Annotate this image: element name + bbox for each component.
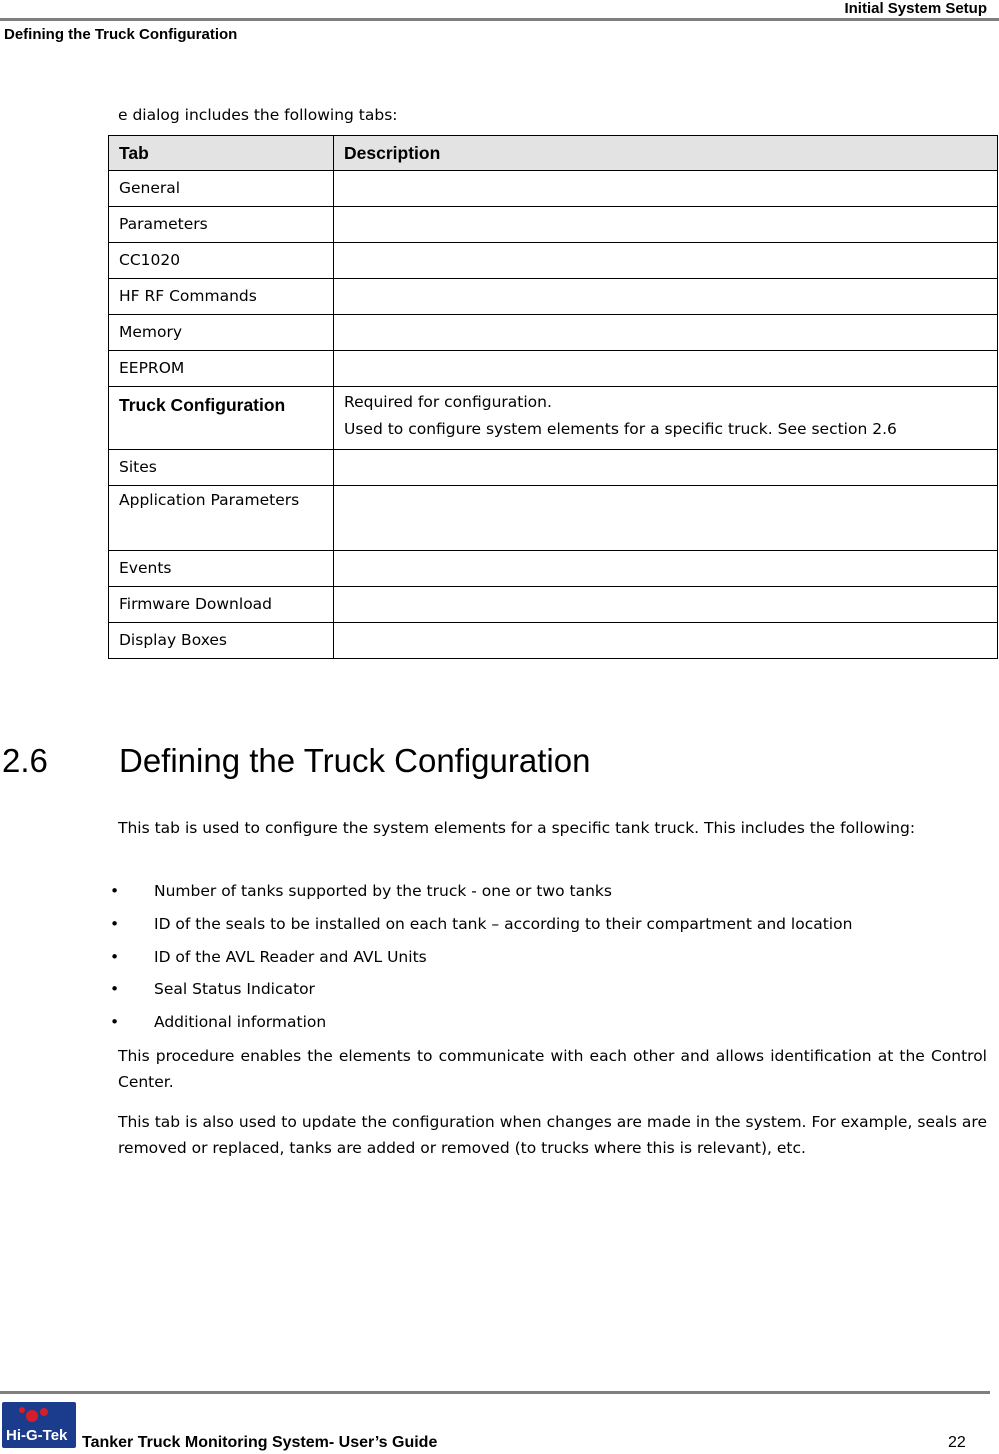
table-row xyxy=(109,171,998,207)
description-cell xyxy=(334,279,998,315)
logo-text: Hi-G-Tek xyxy=(6,1427,68,1444)
description-cell xyxy=(334,387,998,450)
header-rule xyxy=(0,18,999,21)
intro-text: e dialog includes the following tabs: xyxy=(118,106,398,124)
tab-cell: Sites xyxy=(109,450,334,486)
list-item xyxy=(110,943,852,976)
table-row xyxy=(109,351,998,387)
list-item xyxy=(110,877,852,910)
tab-cell: CC1020 xyxy=(109,243,334,279)
section-number: 2.6 xyxy=(2,742,48,779)
company-logo xyxy=(2,1402,76,1448)
table-row xyxy=(109,486,998,551)
tab-cell: Application Parameters xyxy=(109,486,334,551)
description-cell xyxy=(334,450,998,486)
column-header-tab: Tab xyxy=(109,136,334,171)
description-cell xyxy=(334,207,998,243)
tabs-table xyxy=(108,135,998,659)
tab-cell: General xyxy=(109,171,334,207)
table-row xyxy=(109,279,998,315)
header-page-title: Defining the Truck Configuration xyxy=(4,26,238,43)
table-row xyxy=(109,450,998,486)
column-header-description: Description xyxy=(334,136,998,171)
list-item-text: Number of tanks supported by the truck - one or two tanks xyxy=(154,882,612,900)
table-row xyxy=(109,623,998,659)
description-line: Required for configuration. xyxy=(344,393,552,411)
paragraph-intro: This tab is used to configure the system elements for a specific tank truck. This includes the following: xyxy=(118,819,916,837)
list-item xyxy=(110,1008,852,1041)
list-item xyxy=(110,975,852,1008)
description-line: Used to configure system elements for a specific truck. See section 2.6 xyxy=(344,420,897,438)
footer-title: Tanker Truck Monitoring System- User’s Guide xyxy=(82,1434,438,1451)
bullet-icon: • xyxy=(110,1013,120,1032)
list-item-text: ID of the AVL Reader and AVL Units xyxy=(154,947,427,966)
tab-cell: Display Boxes xyxy=(109,623,334,659)
bullet-icon: • xyxy=(110,914,120,933)
description-cell xyxy=(334,351,998,387)
section-title: Defining the Truck Configuration xyxy=(119,742,591,779)
table-row xyxy=(109,243,998,279)
list-item-text: Additional information xyxy=(154,1013,327,1032)
tab-cell: HF RF Commands xyxy=(109,279,334,315)
description-cell xyxy=(334,171,998,207)
list-item-text: ID of the seals to be installed on each tank – according to their compartment and location xyxy=(154,914,853,933)
table-row xyxy=(109,587,998,623)
description-cell xyxy=(334,623,998,659)
footer-rule xyxy=(0,1391,990,1394)
tab-cell: EEPROM xyxy=(109,351,334,387)
table-header-row xyxy=(109,136,998,171)
description-cell xyxy=(334,551,998,587)
feature-list xyxy=(110,877,852,1041)
table-row xyxy=(109,207,998,243)
description-cell xyxy=(334,243,998,279)
description-cell xyxy=(334,587,998,623)
list-item-text: Seal Status Indicator xyxy=(154,980,315,999)
paragraph-procedure: This procedure enables the elements to communicate with each other and allows identification at the Control Center. xyxy=(118,1047,987,1091)
page-number: 22 xyxy=(948,1434,966,1451)
bullet-icon: • xyxy=(110,882,120,900)
header-section-title: Initial System Setup xyxy=(844,0,987,17)
tab-cell: Events xyxy=(109,551,334,587)
description-cell xyxy=(334,486,998,551)
tab-cell: Memory xyxy=(109,315,334,351)
tab-cell: Truck Configuration xyxy=(109,387,334,450)
table-row xyxy=(109,551,998,587)
tab-cell: Parameters xyxy=(109,207,334,243)
table-row xyxy=(109,387,998,450)
description-cell xyxy=(334,315,998,351)
list-item xyxy=(110,910,852,943)
table-row xyxy=(109,315,998,351)
tab-cell: Firmware Download xyxy=(109,587,334,623)
bullet-icon: • xyxy=(110,980,120,999)
bullet-icon: • xyxy=(110,947,120,966)
paragraph-update: This tab is also used to update the configuration when changes are made in the system. For example, seals are removed or replaced, tanks are added or removed (to trucks where this is relevant), etc. xyxy=(118,1113,987,1157)
